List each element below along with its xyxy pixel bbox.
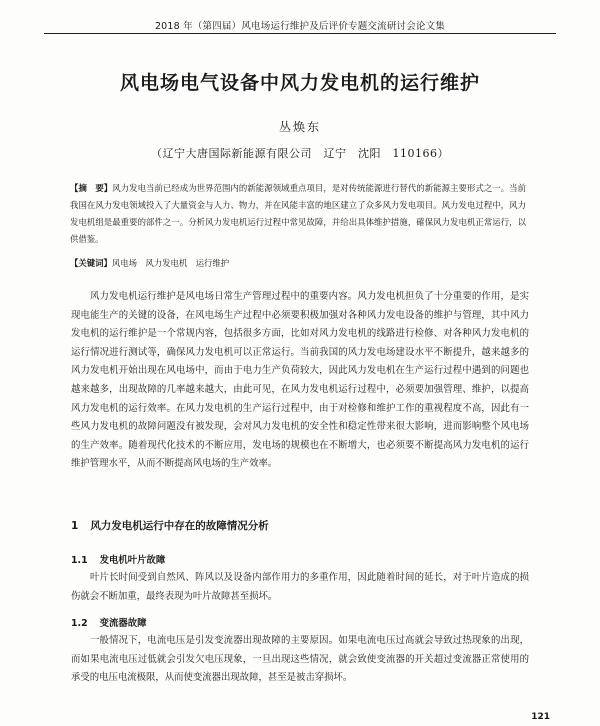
abstract-text: 风力发电当前已经成为世界范围内的新能源领域重点项目，是对传统能源进行替代的新能源主要形式之一。当前我国在风力发电领域投入了大量资金与人力、物力，并在风能丰富的地区建立了众多风力发电项目。风力发电过程中，风力发电机组是最重要的部件之一。分析风力发电机运行过程中常见故障，并给出具体维护措施，確保风力发电机正常运行，以供借鉴。 bbox=[70, 183, 527, 244]
author-affiliation: （辽宁大唐国际新能源有限公司 辽宁 沈阳 110166） bbox=[151, 147, 449, 160]
subsection-title: 发电机叶片故障 bbox=[99, 555, 166, 566]
subsection-number: 1.1 bbox=[71, 555, 88, 566]
running-header: 2018 年（第四届）风电场运行维护及后评价专题交流研讨会论文集 bbox=[154, 21, 446, 32]
abstract bbox=[70, 180, 526, 248]
keywords-text: 风电场 风力发电机 运行维护 bbox=[111, 258, 230, 268]
keywords bbox=[70, 257, 526, 269]
subsection-heading bbox=[71, 615, 147, 629]
section-title: 风力发电机运行中存在的故障情况分析 bbox=[90, 520, 269, 532]
subsection-title: 变流器故障 bbox=[99, 618, 147, 629]
header-rule bbox=[44, 33, 556, 34]
subsection-paragraph: 一般情况下，电流电压是引发变流器出现故障的主要原因。如果电流电压过高就会导致过热现象的出现，而如果电流电压过低就会引发欠电压现象，一旦出现这些情况，就会致使变流器的开关超过变流器正常使用的承受的电压电流极限，从而使变流器出现故障，甚至是被击穿损坏。 bbox=[71, 635, 529, 684]
author-name: 丛焕东 bbox=[278, 120, 321, 134]
subsection-number: 1.2 bbox=[71, 618, 88, 629]
subsection-paragraph: 叶片长时间受到自然风、阵风以及设备内部作用力的多重作用，因此随着时间的延长，对于叶片造成的损伤就会不断加重，最终表现为叶片故障甚至损坏。 bbox=[71, 572, 529, 602]
section-number: 1 bbox=[71, 520, 79, 532]
keywords-label: 【关键词】 bbox=[70, 258, 112, 268]
abstract-label: 【摘 要】 bbox=[70, 183, 113, 193]
page-number: 121 bbox=[531, 712, 550, 722]
section-heading bbox=[71, 518, 269, 533]
subsection-heading bbox=[71, 552, 165, 566]
intro-paragraph: 风力发电机运行维护是风电场日常生产管理过程中的重要内容。风力发电机担负了十分重要的作用，是实现电能生产的关键的设备，在风电场生产过程中必须要积极加强对各种风力发电设备的维护与管理，其中风力发电机的运行维护是一个常规内容，包括很多方面，比如对风力发电机的线路进行检修、对各种风力发电机的运行情况进行测试等，确保风力发电机可以正常运行。当前我国的风力发电场建设水平不断提升，越来越多的风力发电机开始出现在风电场中，而由于电力生产负荷较大，因此风力发电机在生产运行过程中遇到的问题也越来越多，出现故障的几率越来越大，由此可见，在风力发电机运行过程中，必须要加强管理、维护，以提高风力发电机的运行效率。在风力发电机的生产运行过程中，由于对检修和维护工作的重视程度不高，因此有一些风力发电机的故障问题没有被发现，会对风力发电机的安全性和稳定性带来很大影响，进而影响整个风电场的生产效率。随着现代化技术的不断应用，发电场的规模也在不断增大，也必须要不断提高风力发电机的运行维护管理水平，从而不断提高风电场的生产效率。 bbox=[71, 291, 529, 470]
paper-title: 风电场电气设备中风力发电机的运行维护 bbox=[119, 72, 480, 94]
